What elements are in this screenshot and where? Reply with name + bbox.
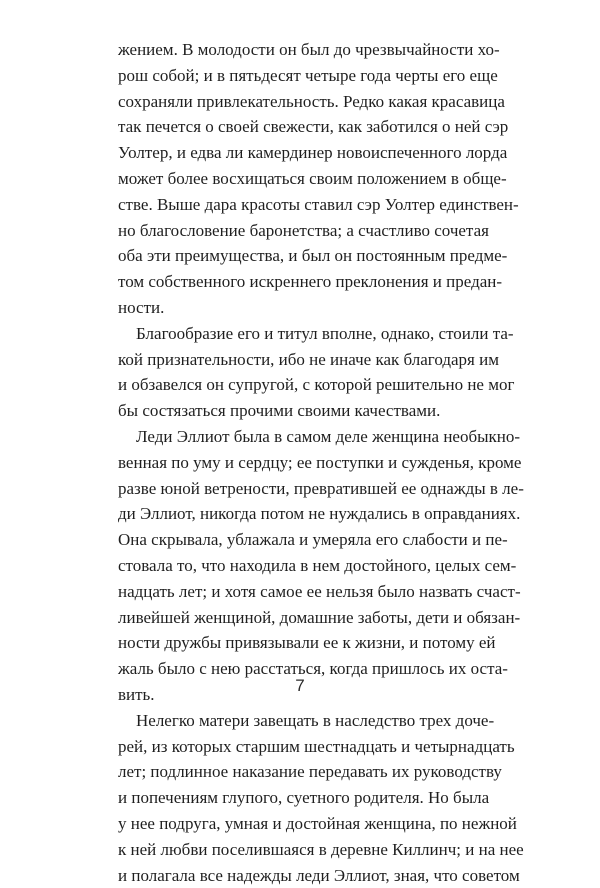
- text-line: вить.: [118, 682, 484, 708]
- text-line: ди Эллиот, никогда потом не нуждались в оправданиях.: [118, 501, 484, 527]
- page-number: 7: [0, 676, 600, 696]
- text-line: Леди Эллиот была в самом деле женщина необыкно-: [118, 424, 484, 450]
- text-line: разве юной ветрености, превратившей ее однажды в ле-: [118, 476, 484, 502]
- paragraph: [118, 708, 484, 888]
- text-line: ливейшей женщиной, домашние заботы, дети и обязан-: [118, 605, 484, 631]
- text-line: но благословение баронетства; а счастливо сочетая: [118, 218, 484, 244]
- text-line: рей, из которых старшим шестнадцать и четырнадцать: [118, 734, 484, 760]
- text-line: Уолтер, и едва ли камердинер новоиспеченного лорда: [118, 140, 484, 166]
- text-line: жаль было с нею расстаться, когда пришлось их оста-: [118, 656, 484, 682]
- text-line: ности дружбы привязывали ее к жизни, и потому ей: [118, 630, 484, 656]
- text-line: сохраняли привлекательность. Редко какая красавица: [118, 89, 484, 115]
- text-line: кой признательности, ибо не иначе как благодаря им: [118, 347, 484, 373]
- text-line: жением. В молодости он был до чрезвычайности хо-: [118, 37, 484, 63]
- text-line: стве. Выше дара красоты ставил сэр Уолтер единствен-: [118, 192, 484, 218]
- text-line: лет; подлинное наказание передавать их руководству: [118, 759, 484, 785]
- text-line: и обзавелся он супругой, с которой решительно не мог: [118, 372, 484, 398]
- text-line: и попечениям глупого, суетного родителя. Но была: [118, 785, 484, 811]
- body-text: [118, 37, 484, 888]
- text-line: Нелегко матери завещать в наследство трех доче-: [118, 708, 484, 734]
- paragraph: [118, 321, 484, 424]
- text-line: венная по уму и сердцу; ее поступки и сужденья, кроме: [118, 450, 484, 476]
- text-line: у нее подруга, умная и достойная женщина, по нежной: [118, 811, 484, 837]
- text-line: может более восхищаться своим положением в обще-: [118, 166, 484, 192]
- paragraph: [118, 424, 484, 708]
- text-line: бы состязаться прочими своими качествами.: [118, 398, 484, 424]
- text-line: ности.: [118, 295, 484, 321]
- text-line: Она скрывала, ублажала и умеряла его слабости и пе-: [118, 527, 484, 553]
- text-line: и полагала все надежды леди Эллиот, зная, что советом: [118, 863, 484, 888]
- text-line: стовала то, что находила в нем достойного, целых сем-: [118, 553, 484, 579]
- text-line: том собственного искреннего преклонения и предан-: [118, 269, 484, 295]
- text-line: надцать лет; и хотя самое ее нельзя было назвать счаст-: [118, 579, 484, 605]
- paragraph: [118, 37, 484, 321]
- text-line: так печется о своей свежести, как заботился о ней сэр: [118, 114, 484, 140]
- text-line: Благообразие его и титул вполне, однако, стоили та-: [118, 321, 484, 347]
- text-line: к ней любви поселившаяся в деревне Киллинч; и на нее: [118, 837, 484, 863]
- text-line: оба эти преимущества, и был он постоянным предме-: [118, 243, 484, 269]
- text-line: рош собой; и в пятьдесят четыре года черты его еще: [118, 63, 484, 89]
